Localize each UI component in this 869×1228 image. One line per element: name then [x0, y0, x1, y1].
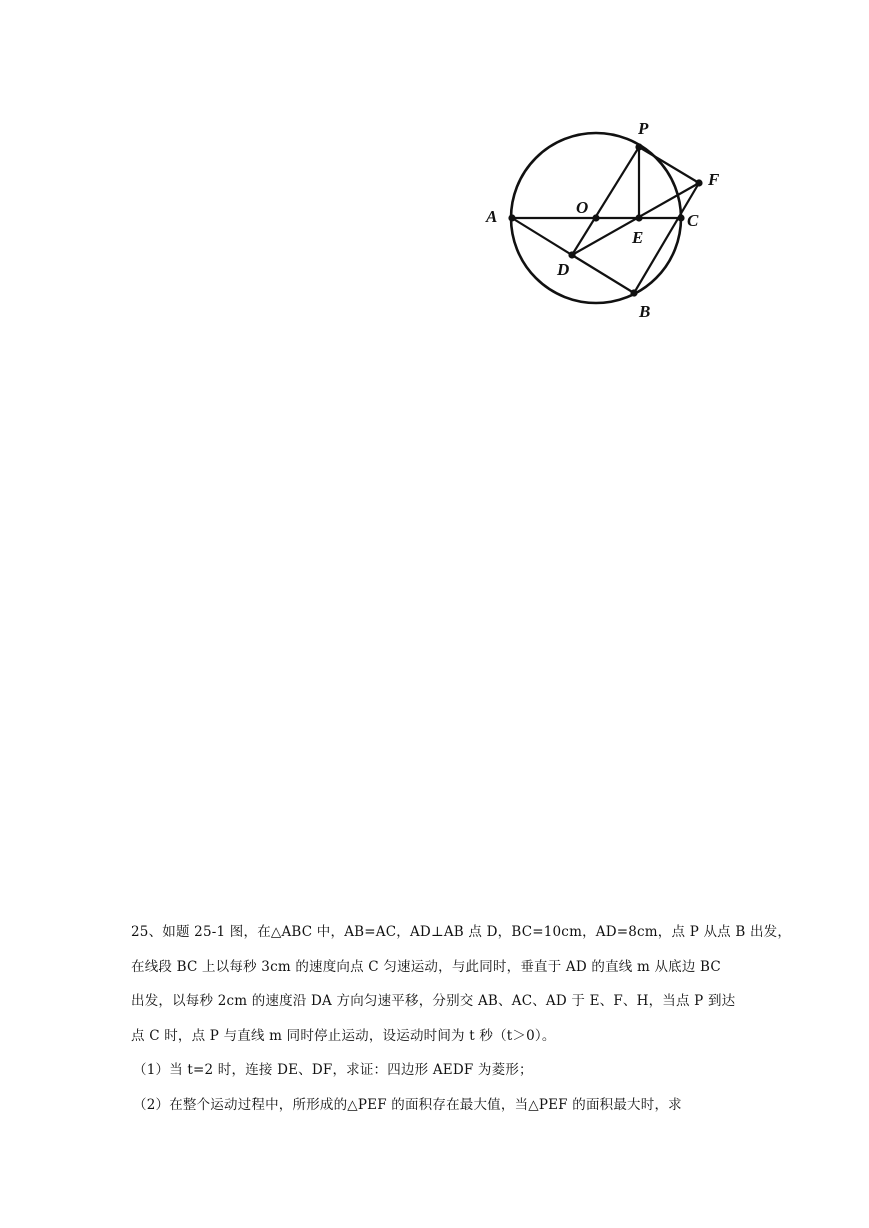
segment-bf: [634, 183, 699, 293]
problem-line: 出发，以每秒 2cm 的速度沿 DA 方向匀速平移，分别交 AB、AC、AD 于 E、F、H，当点 P 到达: [131, 993, 736, 1009]
point-f: [695, 179, 702, 186]
point-e: [635, 214, 642, 221]
point-a: [508, 214, 515, 221]
point-b: [630, 289, 637, 296]
point-o: [592, 214, 599, 221]
problem-line: 25、如题 25-1 图，在△ABC 中，AB=AC，AD⊥AB 点 D，BC=10cm，AD=8cm，点 P 从点 B 出发，: [131, 924, 792, 940]
label-f: F: [708, 170, 720, 189]
label-e: E: [632, 228, 644, 247]
label-p: P: [638, 119, 649, 138]
problem-line: 在线段 BC 上以每秒 3cm 的速度向点 C 匀速运动，与此同时，垂直于 AD 的直线 m 从底边 BC: [131, 958, 721, 975]
segment-ad: [512, 218, 572, 255]
label-c: C: [687, 211, 699, 230]
label-a: A: [486, 207, 498, 226]
sub-question-2: （2）在整个运动过程中，所形成的△PEF 的面积存在最大值，当△PEF 的面积最大时，求: [133, 1096, 682, 1113]
point-d: [568, 251, 575, 258]
point-p: [635, 143, 642, 150]
sub-question-1: （1）当 t=2 时，连接 DE、DF，求证：四边形 AEDF 为菱形；: [133, 1062, 533, 1078]
segment-pf: [639, 147, 699, 183]
point-c: [677, 214, 684, 221]
geometry-figure: [470, 105, 740, 335]
problem-line: 点 C 时，点 P 与直线 m 同时停止运动，设运动时间为 t 秒（t＞0）。: [131, 1027, 556, 1044]
label-d: D: [557, 260, 570, 279]
label-o: O: [576, 198, 589, 217]
problem-25: [131, 915, 792, 1122]
label-b: B: [639, 302, 651, 321]
segment-db: [572, 255, 634, 293]
